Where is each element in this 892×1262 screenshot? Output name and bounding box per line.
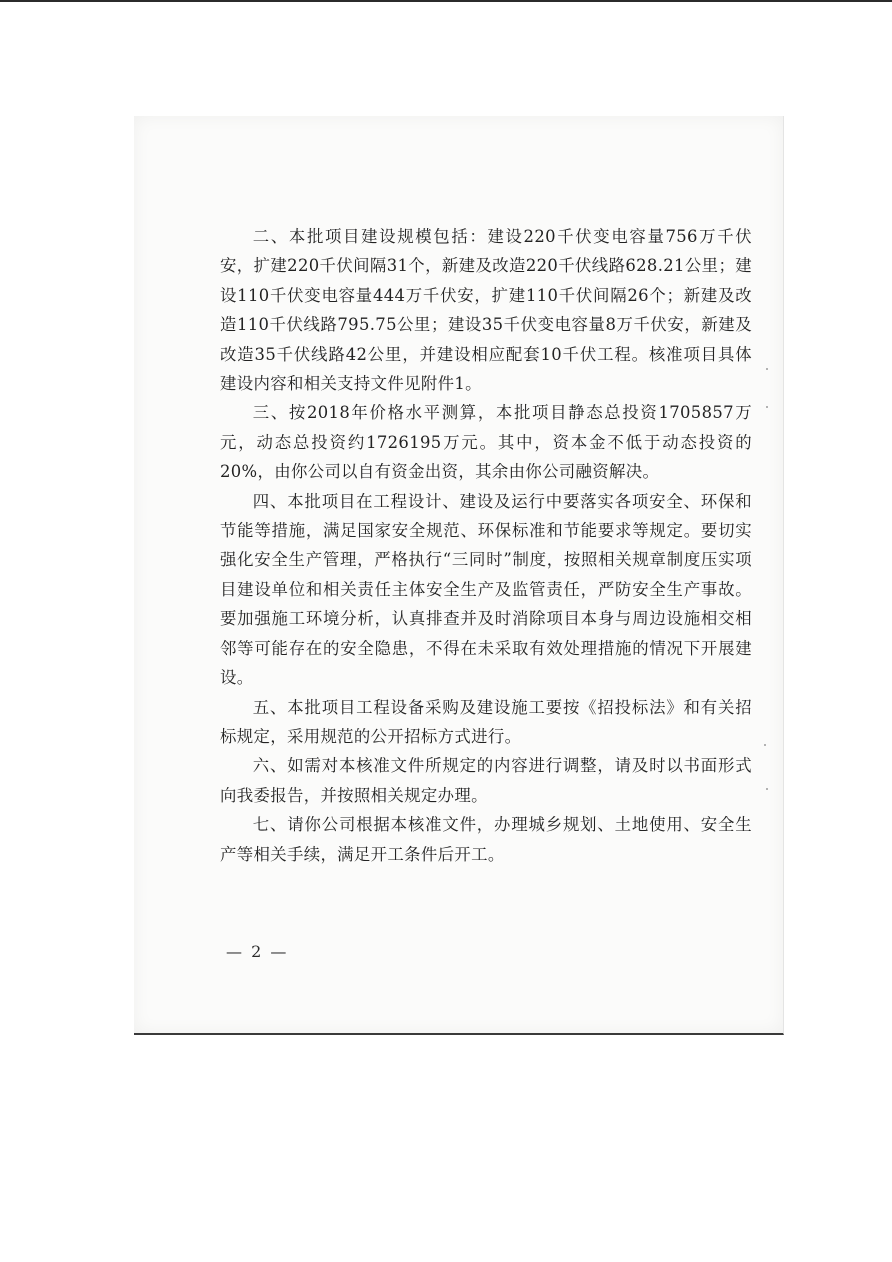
top-border-line (0, 0, 892, 2)
document-body (220, 222, 752, 869)
paragraph-tendering: 五、本批项目工程设备采购及建设施工要按《招投标法》和有关招标规定，采用规范的公开招标方式进行。 (220, 697, 752, 746)
scanned-page (134, 116, 784, 1035)
scan-speck (766, 788, 768, 790)
scan-speck (766, 406, 768, 408)
paragraph-adjustment: 六、如需对本核准文件所规定的内容进行调整，请及时以书面形式向我委报告，并按照相关规定办理。 (220, 756, 752, 805)
page-number: — 2 — (226, 942, 289, 961)
scan-speck (764, 744, 766, 746)
paragraph-investment: 三、按2018年价格水平测算，本批项目静态总投资1705857万元，动态总投资约1726195万元。其中，资本金不低于动态投资的20%，由你公司以自有资金出资，其余由你公司融资解决。 (220, 403, 752, 482)
paragraph-scale: 二、本批项目建设规模包括：建设220千伏变电容量756万千伏安，扩建220千伏间隔31个，新建及改造220千伏线路628.21公里；建设110千伏变电容量444万千伏安，扩建110千伏间隔26个；新建及改造110千伏线路795.75公里；建设35千伏变电容量8万千伏安，新建及改造35千伏线路42公里，并建设相应配套10千伏工程。核准项目具体建设内容和相关支持文件见附件1。 (220, 227, 752, 394)
paragraph-procedures: 七、请你公司根据本核准文件，办理城乡规划、土地使用、安全生产等相关手续，满足开工条件后开工。 (220, 815, 752, 864)
paragraph-safety: 四、本批项目在工程设计、建设及运行中要落实各项安全、环保和节能等措施，满足国家安全规范、环保标准和节能要求等规定。要切实强化安全生产管理，严格执行“三同时”制度，按照相关规章制度压实项目建设单位和相关责任主体安全生产及监管责任，严防安全生产事故。要加强施工环境分析，认真排查并及时消除项目本身与周边设施相交相邻等可能存在的安全隐患，不得在未采取有效处理措施的情况下开展建设。 (220, 491, 752, 688)
scan-speck (766, 368, 768, 370)
